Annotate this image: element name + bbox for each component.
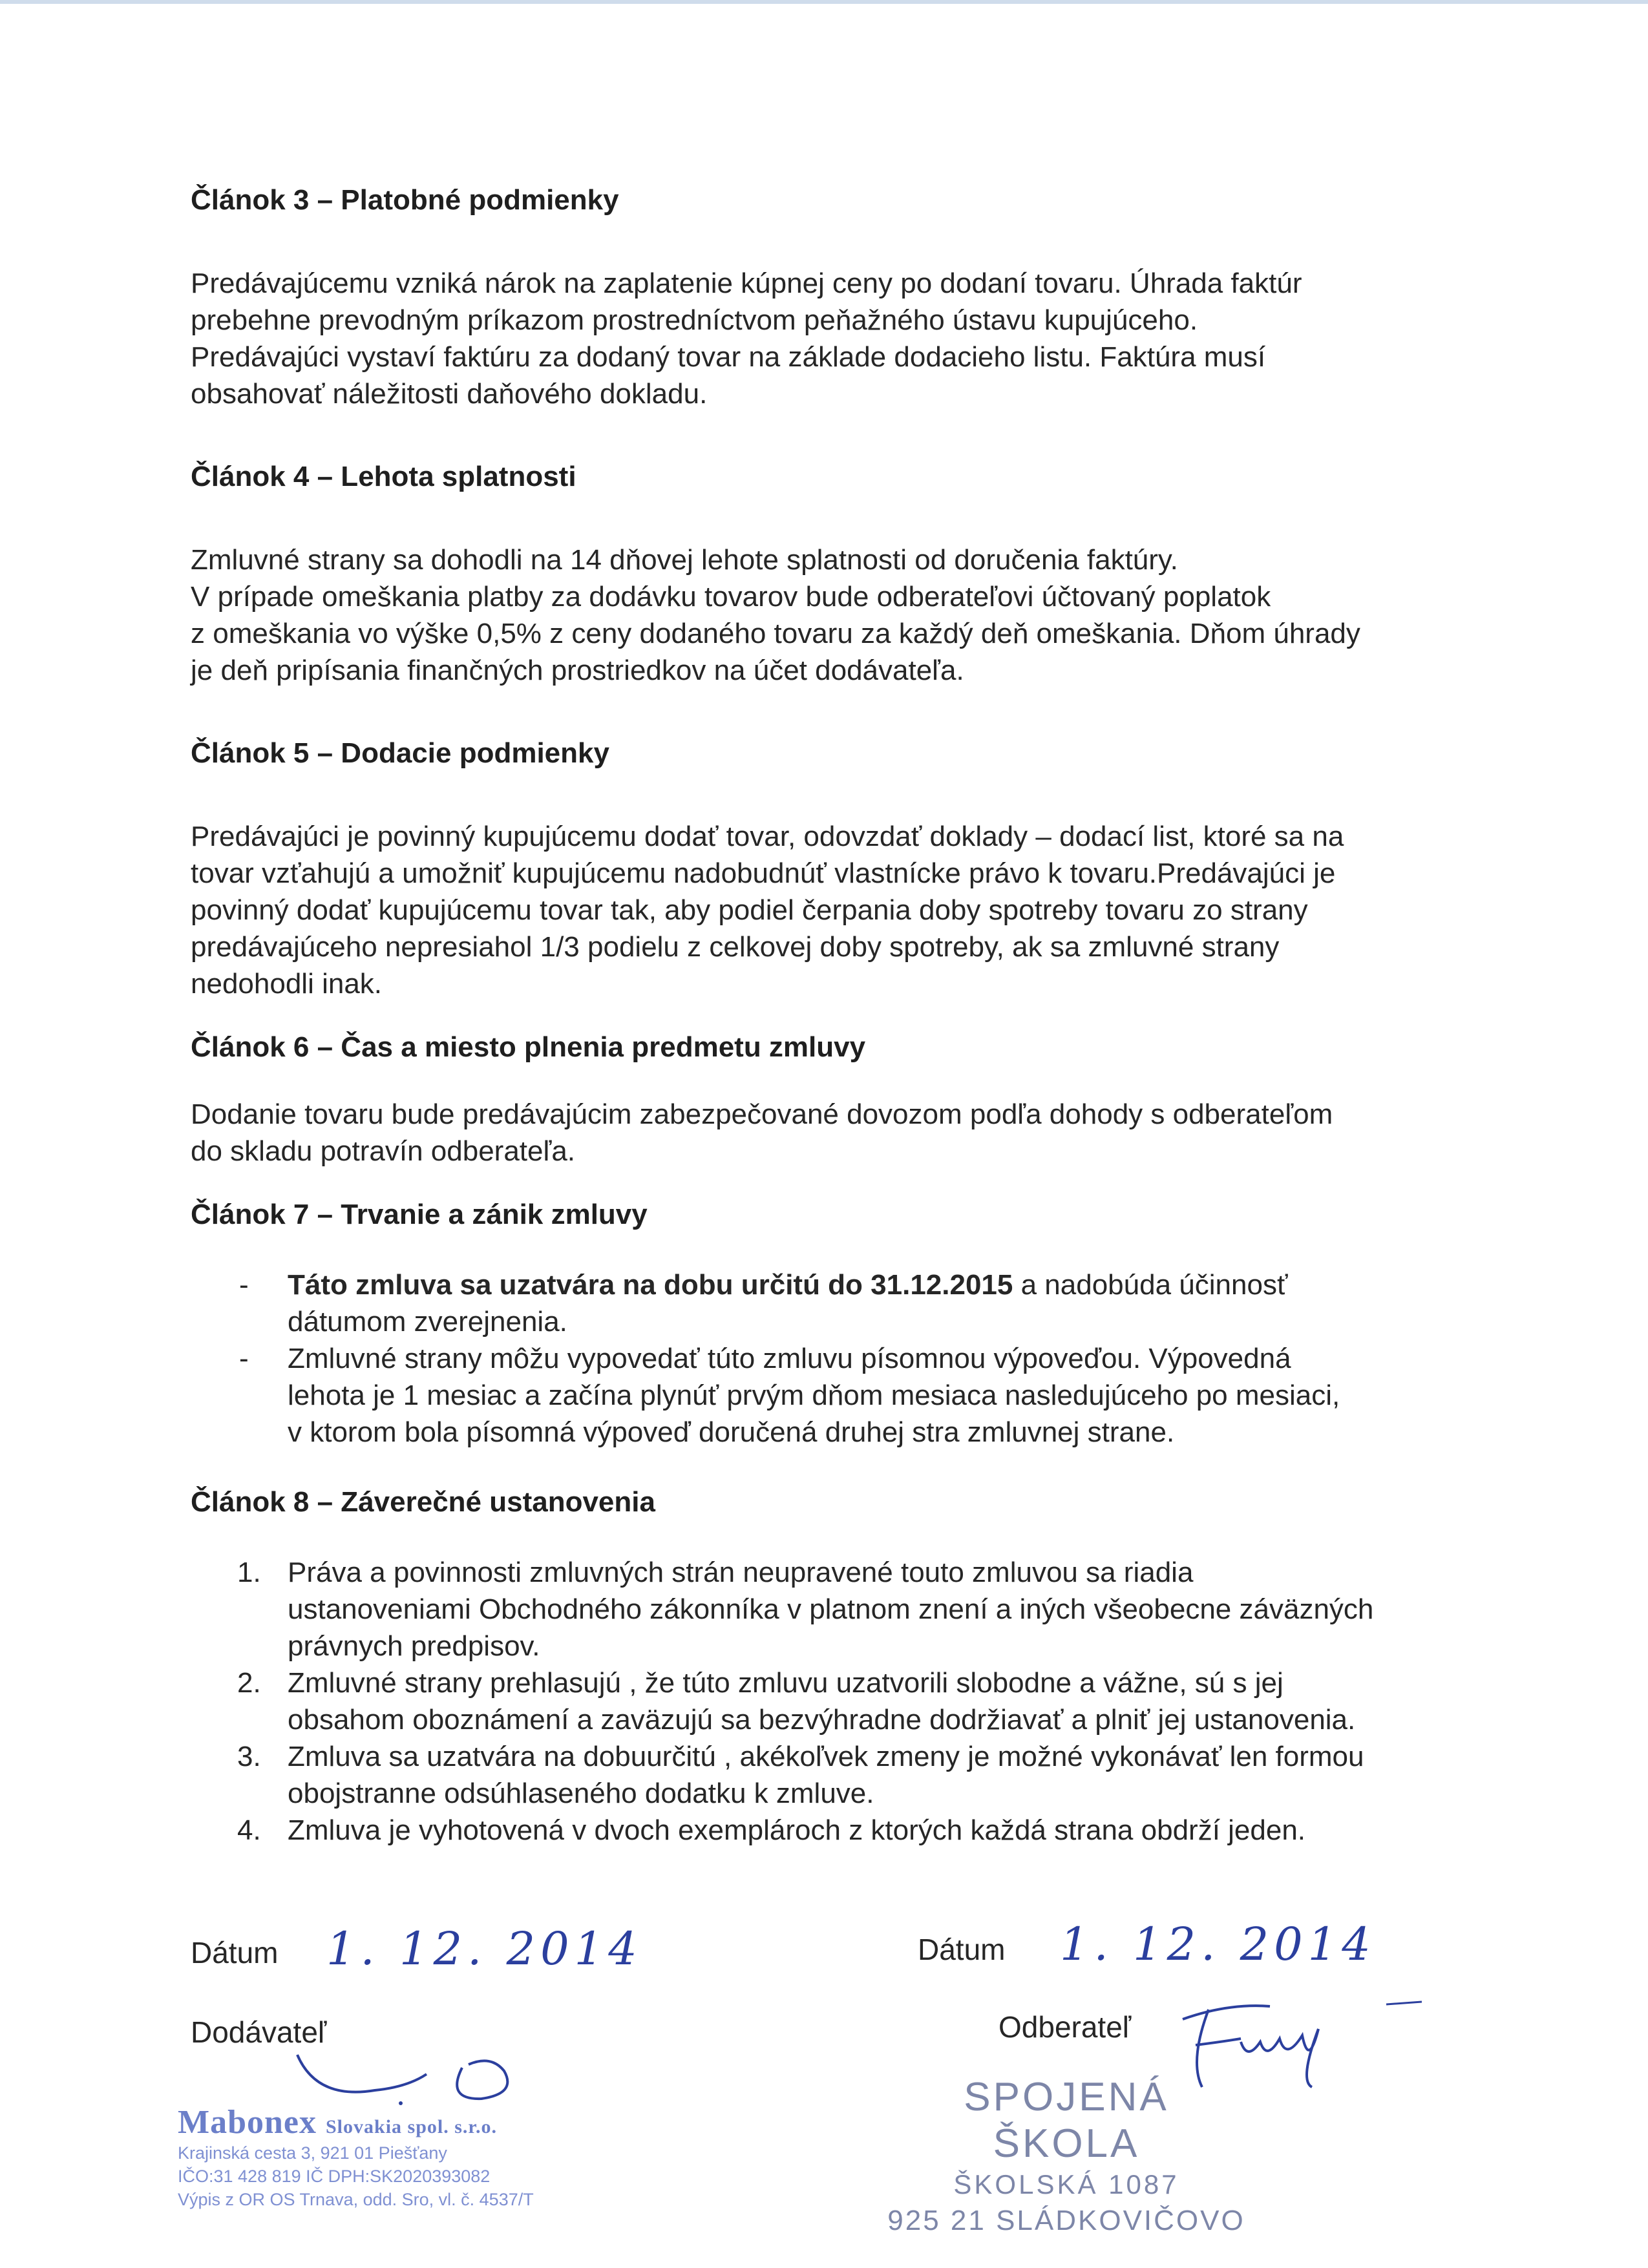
list-item <box>191 1664 1451 1738</box>
dash-bullet: - <box>239 1343 249 1374</box>
article-heading: Článok 5 – Dodacie podmienky <box>191 737 609 769</box>
supplier-stamp <box>178 2103 553 2211</box>
paragraph-line: z omeškania vo výške 0,5% z ceny dodaného tovaru za každý deň omeškania. Dňom úhrady <box>191 618 1360 649</box>
list-item <box>191 1266 1451 1340</box>
article-3 <box>191 181 1451 412</box>
left-role-label: Dodávateľ <box>191 2015 327 2049</box>
item-line: ustanoveniami Obchodného zákonníka v platnom znení a iných všeobecne záväzných <box>288 1593 1374 1625</box>
list-item <box>191 1340 1451 1451</box>
paragraph-line: povinný dodať kupujúcemu tovar tak, aby podiel čerpania doby spotreby tovaru zo strany <box>191 894 1308 926</box>
article-heading: Článok 6 – Čas a miesto plnenia predmetu zmluvy <box>191 1031 866 1063</box>
stamp-address: Krajinská cesta 3, 921 01 Piešťany <box>178 2143 447 2163</box>
article-heading: Článok 4 – Lehota splatnosti <box>191 461 576 492</box>
item-line: Zmluvné strany prehlasujú , že túto zmluvu uzatvorili slobodne a vážne, sú s jej <box>288 1667 1284 1699</box>
document-body <box>191 181 1451 1849</box>
item-line: dátumom zverejnenia. <box>288 1306 567 1338</box>
item-number: 1. <box>237 1557 261 1588</box>
paragraph-line: Zmluvné strany sa dohodli na 14 dňovej lehote splatnosti od doručenia faktúry. <box>191 544 1178 576</box>
article-5 <box>191 734 1451 1002</box>
left-signature-scribble <box>278 2029 536 2113</box>
right-handwritten-date: 1. 12. 2014 <box>1060 1918 1376 1971</box>
scan-edge <box>0 0 1648 4</box>
paragraph-line: do skladu potravín odberateľa. <box>191 1135 576 1167</box>
item-line: Zmluva sa uzatvára na dobuurčitú , akékoľvek zmeny je možné vykonávať len formou <box>288 1741 1364 1772</box>
list-item <box>191 1554 1451 1664</box>
item-line: obojstranne odsúhlaseného dodatku k zmluve. <box>288 1778 874 1809</box>
list-item <box>191 1812 1451 1849</box>
numbered-list <box>191 1554 1451 1849</box>
article-heading: Článok 8 – Záverečné ustanovenia <box>191 1486 655 1518</box>
item-number: 2. <box>237 1667 261 1699</box>
dash-list <box>191 1266 1451 1451</box>
left-date-label: Dátum <box>191 1936 279 1969</box>
stamp-city: 925 21 SLÁDKOVIČOVO <box>887 2205 1245 2236</box>
stamp-company: Mabonex <box>178 2104 317 2141</box>
paragraph-line: je deň pripísania finančných prostriedkov na účet dodávateľa. <box>191 655 964 686</box>
customer-stamp <box>885 2074 1247 2240</box>
paragraph-line: Dodanie tovaru bude predávajúcim zabezpečované dovozom podľa dohody s odberateľom <box>191 1098 1333 1130</box>
article-6 <box>191 1028 1451 1170</box>
paragraph-line: tovar vzťahujú a umožniť kupujúcemu nadobudnúť vlastnícke právo k tovaru.Predávajúci je <box>191 857 1336 889</box>
article-7 <box>191 1195 1451 1451</box>
paragraph-line: Predávajúci vystaví faktúru za dodaný tovar na základe dodacieho listu. Faktúra musí <box>191 341 1266 373</box>
left-handwritten-date: 1. 12. 2014 <box>326 1922 642 1975</box>
item-line: Práva a povinnosti zmluvných strán neupravené touto zmluvou sa riadia <box>288 1557 1194 1588</box>
article-8 <box>191 1483 1451 1849</box>
paragraph-line: predávajúceho nepresiahol 1/3 podielu z celkovej doby spotreby, ak sa zmluvné strany <box>191 931 1280 963</box>
article-heading: Článok 3 – Platobné podmienky <box>191 184 619 216</box>
stamp-registry: Výpis z OR OS Trnava, odd. Sro, vl. č. 4537/T <box>178 2190 534 2209</box>
paragraph-line: Predávajúcemu vzniká nárok na zaplatenie kúpnej ceny po dodaní tovaru. Úhrada faktúr <box>191 268 1302 299</box>
dash-bullet: - <box>239 1269 249 1301</box>
stamp-school-name: SPOJENÁ ŠKOLA <box>964 2075 1169 2166</box>
right-role-label: Odberateľ <box>998 2010 1132 2044</box>
item-number: 3. <box>237 1741 261 1772</box>
item-line: v ktorom bola písomná výpoveď doručená druhej stra zmluvnej strane. <box>288 1416 1175 1448</box>
list-item <box>191 1738 1451 1812</box>
paragraph-line: V prípade omeškania platby za dodávku tovarov bude odberateľovi účtovaný poplatok <box>191 581 1271 613</box>
item-line: obsahom oboznámení a zaväzujú sa bezvýhradne dodržiavať a plniť jej ustanovenia. <box>288 1704 1356 1736</box>
item-text: Zmluvné strany môžu vypovedať túto zmluvu písomnou výpoveďou. Výpovedná <box>288 1343 1291 1374</box>
stamp-street: ŠKOLSKÁ 1087 <box>953 2169 1179 2200</box>
item-text: a nadobúda účinnosť <box>1013 1269 1288 1301</box>
item-line: právnych predpisov. <box>288 1630 540 1662</box>
stamp-ids: IČO:31 428 819 IČ DPH:SK2020393082 <box>178 2167 491 2186</box>
bold-text: Táto zmluva sa uzatvára na dobu určitú do 31.12.2015 <box>288 1269 1013 1301</box>
right-date-label: Dátum <box>918 1933 1006 1966</box>
article-4 <box>191 457 1451 689</box>
stamp-company-suffix: Slovakia spol. s.r.o. <box>326 2116 497 2137</box>
paragraph-line: nedohodli inak. <box>191 968 383 1000</box>
paragraph-line: Predávajúci je povinný kupujúcemu dodať tovar, odovzdať doklady – dodací list, ktoré sa na <box>191 821 1344 852</box>
item-line: Zmluva je vyhotovená v dvoch exemplároch z ktorých každá strana obdrží jeden. <box>288 1814 1306 1846</box>
article-heading: Článok 7 – Trvanie a zánik zmluvy <box>191 1199 648 1230</box>
paragraph-line: prebehne prevodným príkazom prostredníctvom peňažného ústavu kupujúceho. <box>191 304 1198 336</box>
item-line: lehota je 1 mesiac a začína plynúť prvým dňom mesiaca nasledujúceho po mesiaci, <box>288 1380 1340 1411</box>
item-number: 4. <box>237 1814 261 1846</box>
paragraph-line: obsahovať náležitosti daňového dokladu. <box>191 378 708 410</box>
